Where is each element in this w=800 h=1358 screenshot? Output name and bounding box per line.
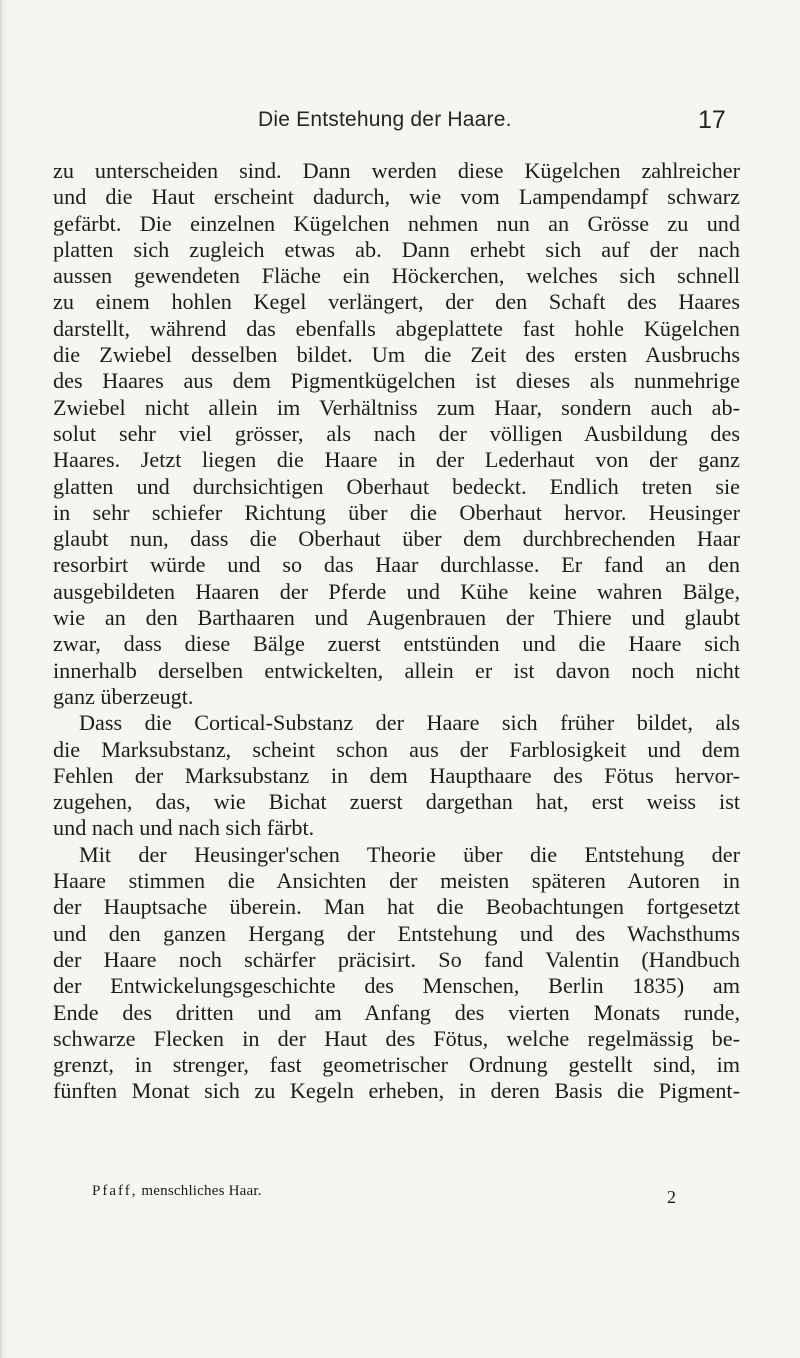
text-line: des Haares aus dem Pigmentkügelchen ist dieses als nunmehrige — [53, 368, 740, 394]
text-line: ausgebildeten Haaren der Pferde und Kühe keine wahren Bälge, — [53, 578, 740, 604]
text-line: der Hauptsache überein. Man hat die Beobachtungen fortgesetzt — [53, 894, 740, 920]
text-line: Zwiebel nicht allein im Verhältniss zum Haar, sondern auch ab- — [53, 394, 740, 420]
text-line: Haares. Jetzt liegen die Haare in der Lederhaut von der ganz — [53, 447, 740, 473]
text-line: innerhalb derselben entwickelten, allein er ist davon noch nicht — [53, 657, 740, 683]
text-line: Ende des dritten und am Anfang des vierten Monats runde, — [53, 999, 740, 1025]
text-line-paragraph-end: und nach und nach sich färbt. — [53, 815, 315, 841]
text-line: gefärbt. Die einzelnen Kügelchen nehmen nun an Grösse zu und — [53, 210, 740, 236]
text-line: glaubt nun, dass die Oberhaut über dem durchbrechenden Haar — [53, 526, 740, 552]
page-footer — [92, 1183, 722, 1207]
text-line: grenzt, in strenger, fast geometrischer Ordnung gestellt sind, im — [53, 1052, 740, 1078]
text-line: und den ganzen Hergang der Entstehung und des Wachsthums — [53, 920, 740, 946]
text-line-paragraph-start: Dass die Cortical-Substanz der Haare sich früher bildet, als — [79, 710, 740, 736]
text-line: und die Haut erscheint dadurch, wie vom Lampendampf schwarz — [53, 184, 740, 210]
running-title: Die Entstehung der Haare. — [258, 108, 512, 131]
text-line-paragraph-end: ganz überzeugt. — [53, 683, 194, 709]
footer-author: Pfaff, — [92, 1183, 138, 1199]
text-line: Haare stimmen die Ansichten der meisten späteren Autoren in — [53, 868, 740, 894]
text-line: darstellt, während das ebenfalls abgeplattete fast hohle Kügelchen — [53, 315, 740, 341]
footer-note — [92, 1183, 262, 1200]
text-line: glatten und durchsichtigen Oberhaut bedeckt. Endlich treten sie — [53, 473, 740, 499]
text-line: platten sich zugleich etwas ab. Dann erhebt sich auf der nach — [53, 236, 740, 262]
text-line-paragraph-start: Mit der Heusinger'schen Theorie über die Entstehung der — [79, 841, 740, 867]
text-line: resorbirt würde und so das Haar durchlasse. Er fand an den — [53, 552, 740, 578]
footer-book-title: menschliches Haar. — [141, 1183, 262, 1199]
text-line: zu einem hohlen Kegel verlängert, der den Schaft des Haares — [53, 289, 740, 315]
page-binding-edge — [0, 0, 9, 1358]
text-line: fünften Monat sich zu Kegeln erheben, in deren Basis die Pigment- — [53, 1078, 740, 1104]
text-line: die Marksubstanz, scheint schon aus der Farblosigkeit und dem — [53, 736, 740, 762]
text-line: solut sehr viel grösser, als nach der völligen Ausbildung des — [53, 420, 740, 446]
text-line: zugehen, das, wie Bichat zuerst dargethan hat, erst weiss ist — [53, 789, 740, 815]
text-line: die Zwiebel desselben bildet. Um die Zeit des ersten Ausbruchs — [53, 342, 740, 368]
text-line: Fehlen der Marksubstanz in dem Haupthaare des Fötus hervor- — [53, 762, 740, 788]
text-line: zwar, dass diese Bälge zuerst entstünden und die Haare sich — [53, 631, 740, 657]
text-line: wie an den Barthaaren und Augenbrauen der Thiere und glaubt — [53, 605, 740, 631]
signature-mark: 2 — [667, 1187, 676, 1207]
text-line: zu unterscheiden sind. Dann werden diese Kügelchen zahlreicher — [53, 158, 740, 183]
text-line: aussen gewendeten Fläche ein Höckerchen, welches sich schnell — [53, 263, 740, 289]
page-number: 17 — [698, 106, 726, 134]
text-line: in sehr schiefer Richtung über die Oberhaut hervor. Heusinger — [53, 499, 740, 525]
text-line: der Haare noch schärfer präcisirt. So fand Valentin (Handbuch — [53, 946, 740, 972]
running-head — [0, 108, 800, 138]
text-line: schwarze Flecken in der Haut des Fötus, welche regelmässig be- — [53, 1025, 740, 1051]
body-text — [53, 158, 740, 1105]
text-line: der Entwickelungsgeschichte des Menschen, Berlin 1835) am — [53, 973, 740, 999]
